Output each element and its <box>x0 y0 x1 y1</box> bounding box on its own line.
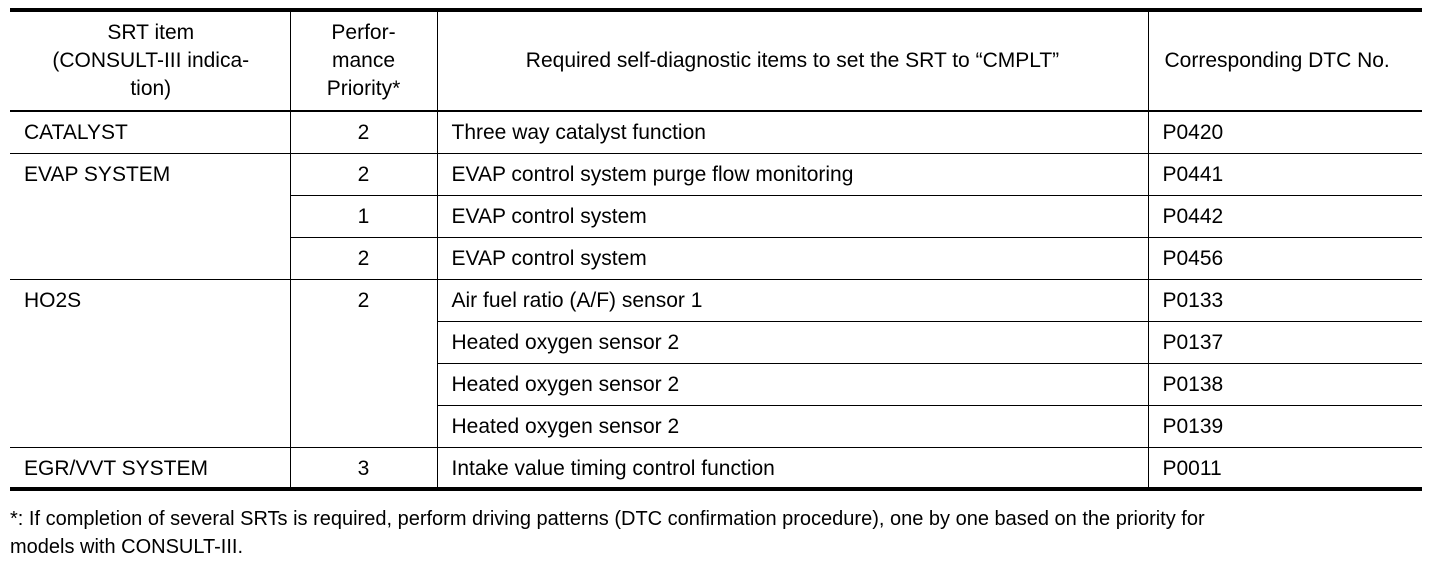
header-priority-line: Priority* <box>326 77 401 100</box>
header-srt-item-line: SRT item <box>107 21 195 44</box>
required-item-cell: EVAP control system <box>437 195 1148 237</box>
table-row <box>10 111 1422 153</box>
srt-item-cell: EGR/VVT SYSTEM <box>10 447 290 489</box>
table-row <box>10 447 1422 489</box>
dtc-cell: P0137 <box>1148 321 1422 363</box>
required-item-cell: EVAP control system <box>437 237 1148 279</box>
priority-cell: 2 <box>290 279 437 447</box>
dtc-cell: P0441 <box>1148 153 1422 195</box>
header-dtc: Corresponding DTC No. <box>1148 10 1422 111</box>
srt-item-cell: HO2S <box>10 279 290 447</box>
table-row <box>10 279 1422 321</box>
dtc-cell: P0133 <box>1148 279 1422 321</box>
required-item-cell: Heated oxygen sensor 2 <box>437 363 1148 405</box>
dtc-cell: P0138 <box>1148 363 1422 405</box>
priority-cell: 1 <box>290 195 437 237</box>
header-srt-item-line: tion) <box>130 77 172 100</box>
header-priority-line: mance <box>331 49 396 72</box>
srt-table-container <box>10 8 1422 491</box>
table-row <box>10 153 1422 195</box>
dtc-cell: P0420 <box>1148 111 1422 153</box>
dtc-cell: P0442 <box>1148 195 1422 237</box>
srt-table <box>10 8 1422 491</box>
srt-item-cell: EVAP SYSTEM <box>10 153 290 279</box>
footnote <box>10 505 1430 561</box>
required-item-cell: Heated oxygen sensor 2 <box>437 321 1148 363</box>
priority-cell: 2 <box>290 153 437 195</box>
priority-cell: 3 <box>290 447 437 489</box>
dtc-cell: P0139 <box>1148 405 1422 447</box>
header-srt-item <box>10 10 290 111</box>
required-item-cell: Air fuel ratio (A/F) sensor 1 <box>437 279 1148 321</box>
header-required-items: Required self-diagnostic items to set the SRT to “CMPLT” <box>437 10 1148 111</box>
table-header-row <box>10 10 1422 111</box>
priority-cell: 2 <box>290 111 437 153</box>
required-item-cell: EVAP control system purge flow monitoring <box>437 153 1148 195</box>
footnote-line: models with CONSULT-III. <box>10 536 244 558</box>
dtc-cell: P0011 <box>1148 447 1422 489</box>
priority-cell: 2 <box>290 237 437 279</box>
required-item-cell: Three way catalyst function <box>437 111 1148 153</box>
dtc-cell: P0456 <box>1148 237 1422 279</box>
required-item-cell: Intake value timing control function <box>437 447 1148 489</box>
srt-item-cell: CATALYST <box>10 111 290 153</box>
footnote-line: *: If completion of several SRTs is required, perform driving patterns (DTC confirmation procedure), one by one based on the priority for <box>10 508 1205 530</box>
required-item-cell: Heated oxygen sensor 2 <box>437 405 1148 447</box>
header-srt-item-line: (CONSULT-III indica- <box>52 49 250 72</box>
header-priority-line: Perfor- <box>331 21 396 44</box>
header-priority <box>290 10 437 111</box>
